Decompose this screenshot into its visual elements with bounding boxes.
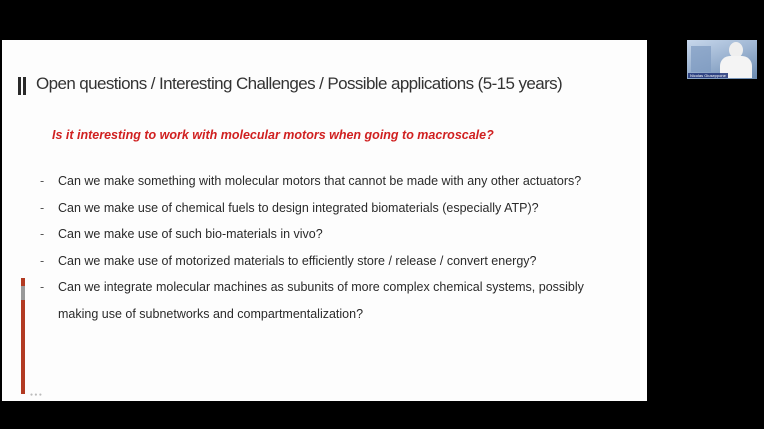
slide-subtitle: Is it interesting to work with molecular motors when going to macroscale? [52,128,494,142]
bullet-item [40,221,598,248]
bullet-dash-icon: - [40,174,45,188]
presentation-slide [2,40,647,401]
participant-name-tag: Nicolas Giuseppone [690,73,726,78]
accent-bar-highlight [21,286,25,300]
background-shelf [691,46,711,72]
bullet-item [40,168,598,195]
slide-footer-dots: ● ● ● [30,392,42,398]
participant-video-thumbnail[interactable] [687,40,757,79]
bullet-text: Can we make something with molecular motors that cannot be made with any other actuators? [58,174,582,188]
bullet-list [40,168,598,327]
bullet-dash-icon: - [40,280,45,294]
title-bar-icon [18,77,26,95]
bullet-item [40,274,598,327]
bullet-item [40,195,598,222]
bullet-dash-icon: - [40,253,45,268]
bullet-dash-icon: - [40,227,45,241]
bullet-text: Can we make use of motorized materials to efficiently store / release / convert energy? [58,253,537,268]
bullet-dash-icon: - [40,200,45,215]
bullet-text: Can we make use of such bio-materials in vivo? [58,227,323,241]
slide-title: Open questions / Interesting Challenges / Possible applications (5-15 years) [36,74,563,93]
bullet-item [40,248,598,275]
bullet-text: Can we integrate molecular machines as subunits of more complex chemical systems, possibly making use of subnetworks and compartmentalization? [58,280,584,321]
bullet-text: Can we make use of chemical fuels to design integrated biomaterials (especially ATP)? [58,200,539,215]
